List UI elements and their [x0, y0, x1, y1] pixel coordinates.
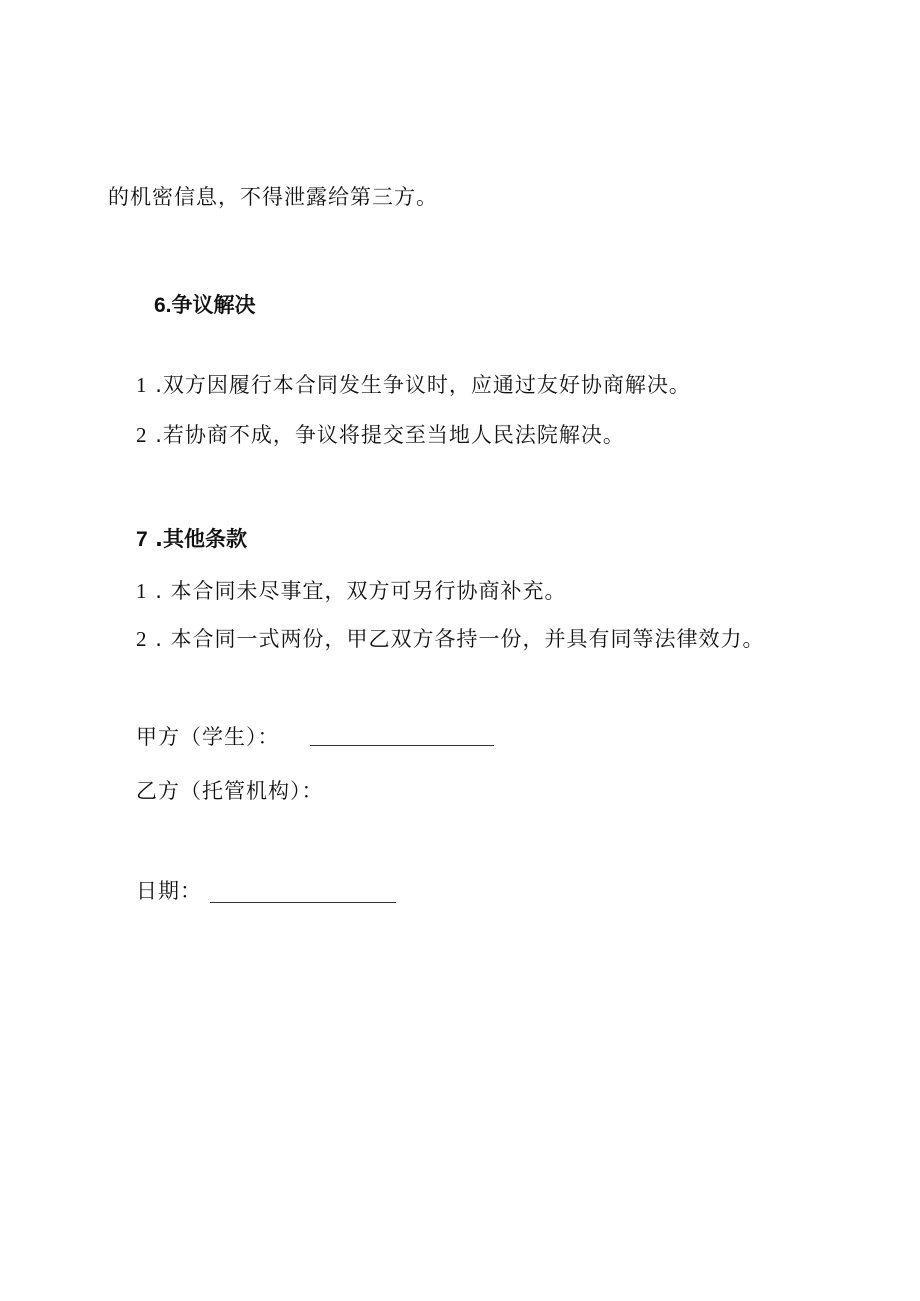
section-6-number: 6.	[154, 294, 172, 317]
section-7-item-1	[136, 576, 567, 606]
section-6-item-2	[136, 420, 625, 450]
item-number: 1	[136, 579, 148, 603]
item-number: 1	[136, 373, 148, 397]
section-6-title: 争议解决	[171, 293, 256, 317]
date-label: 日期：	[136, 879, 202, 903]
item-text: .双方因履行本合同发生争议时，应通过友好协商解决。	[155, 373, 691, 397]
continuation-text: 的机密信息，不得泄露给第三方。	[108, 185, 438, 209]
section-7-heading	[136, 524, 247, 555]
section-6-heading	[154, 290, 256, 321]
party-a-signature-line[interactable]	[310, 745, 494, 746]
item-text: . 本合同一式两份，甲乙双方各持一份，并具有同等法律效力。	[155, 627, 765, 651]
section-7-item-2	[136, 624, 765, 654]
section-7-number: 7	[136, 528, 148, 551]
party-b-label: 乙方（托管机构）：	[136, 779, 324, 803]
date-signature-line[interactable]	[210, 902, 396, 903]
item-number: 2	[136, 423, 148, 447]
section-6-item-1	[136, 370, 691, 400]
section-7-title: .其他条款	[155, 527, 247, 551]
item-text: . 本合同未尽事宜，双方可另行协商补充。	[155, 579, 567, 603]
item-number: 2	[136, 627, 148, 651]
item-text: .若协商不成，争议将提交至当地人民法院解决。	[155, 423, 625, 447]
party-a-label: 甲方（学生）：	[136, 725, 280, 749]
